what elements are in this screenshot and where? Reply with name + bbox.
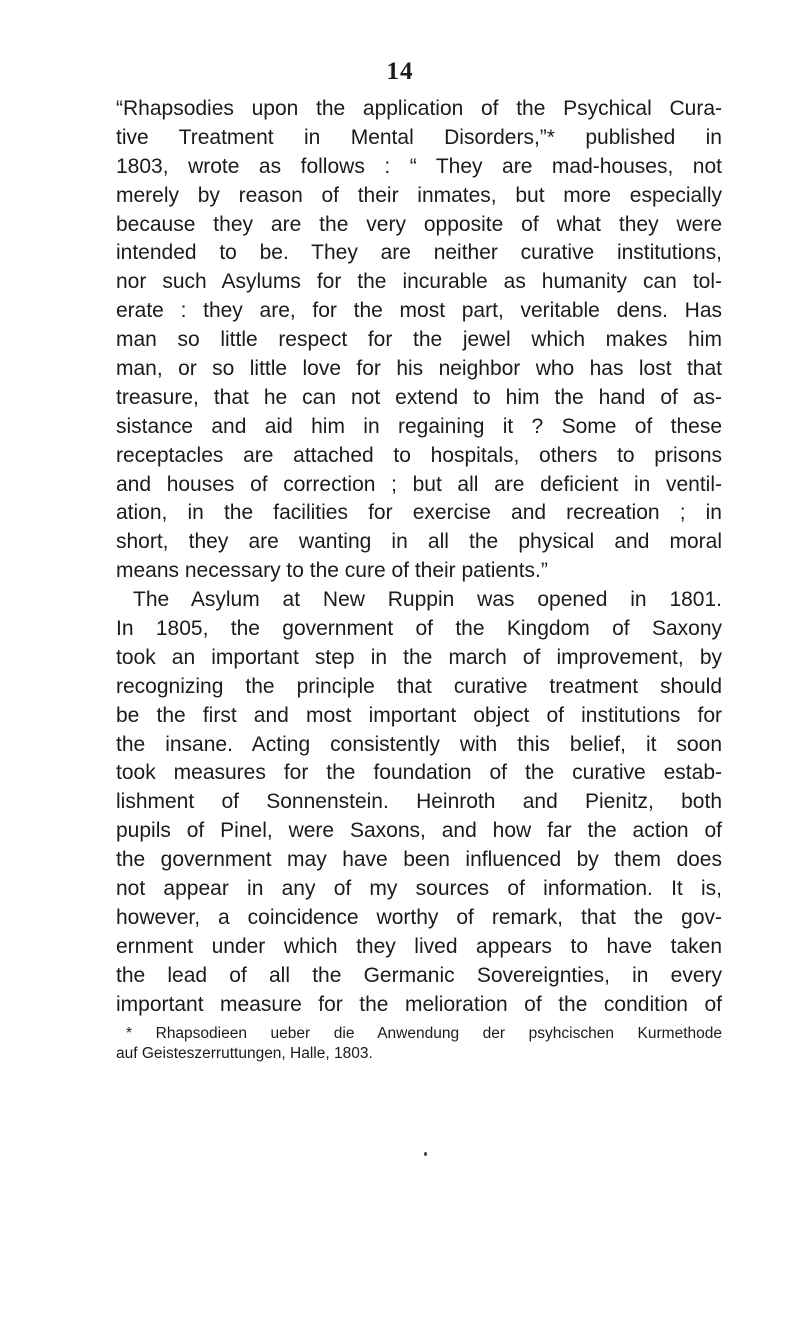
text-line: ation, in the facilities for exercise and recreation ; in: [116, 501, 722, 525]
text-line: important measure for the melioration of the condition of: [116, 992, 722, 1016]
text-line: be the first and most important object of institutions for: [116, 703, 722, 727]
text-line: 1803, wrote as follows : “ They are mad-houses, not: [116, 154, 722, 178]
text-line: sistance and aid him in regaining it ? Some of these: [116, 414, 722, 438]
text-line: the insane. Acting consistently with this belief, it soon: [116, 732, 722, 756]
text-line: because they are the very opposite of what they were: [116, 212, 722, 236]
footnote-line: * Rhapsodieen ueber die Anwendung der psyhcischen Kurmethode: [126, 1025, 722, 1042]
text-line: recognizing the principle that curative treatment should: [116, 674, 722, 698]
ink-speck: [424, 1152, 427, 1156]
text-line: “Rhapsodies upon the application of the Psychical Cura-: [116, 97, 722, 120]
text-line: man, or so little love for his neighbor who has lost that: [116, 357, 722, 381]
page-number: 14: [386, 58, 414, 85]
text-line: receptacles are attached to hospitals, others to prisons: [116, 443, 722, 467]
text-line: the lead of all the Germanic Sovereignties, in every: [116, 963, 722, 987]
paragraph-start-line: The Asylum at New Ruppin was opened in 1801.: [133, 588, 722, 612]
text-line: man so little respect for the jewel which makes him: [116, 328, 722, 352]
text-line: treasure, that he can not extend to him the hand of as-: [116, 385, 722, 409]
footnote-line: auf Geisteszerruttungen, Halle, 1803.: [116, 1045, 373, 1062]
text-line: lishment of Sonnenstein. Heinroth and Pienitz, both: [116, 790, 722, 814]
text-line: intended to be. They are neither curative institutions,: [116, 241, 722, 265]
text-line: however, a coincidence worthy of remark, that the gov-: [116, 905, 722, 929]
text-line: took an important step in the march of improvement, by: [116, 645, 722, 669]
body-text: [116, 95, 722, 1020]
text-line: In 1805, the government of the Kingdom of Saxony: [116, 617, 722, 641]
text-line: erate : they are, for the most part, veritable dens. Has: [116, 299, 722, 323]
text-line: and houses of correction ; but all are deficient in ventil-: [116, 472, 722, 496]
text-line: short, they are wanting in all the physical and moral: [116, 530, 722, 554]
text-line: not appear in any of my sources of information. It is,: [116, 877, 722, 901]
footnote: [116, 1024, 722, 1064]
text-line: took measures for the foundation of the curative estab-: [116, 761, 722, 785]
text-line: means necessary to the cure of their patients.”: [116, 559, 548, 583]
text-line: nor such Asylums for the incurable as humanity can tol-: [116, 270, 722, 294]
text-line: tive Treatment in Mental Disorders,”* published in: [116, 125, 722, 149]
text-line: pupils of Pinel, were Saxons, and how far the action of: [116, 819, 722, 843]
text-line: merely by reason of their inmates, but more especially: [116, 183, 722, 207]
text-line: the government may have been influenced by them does: [116, 848, 722, 872]
text-line: ernment under which they lived appears to have taken: [116, 934, 722, 958]
